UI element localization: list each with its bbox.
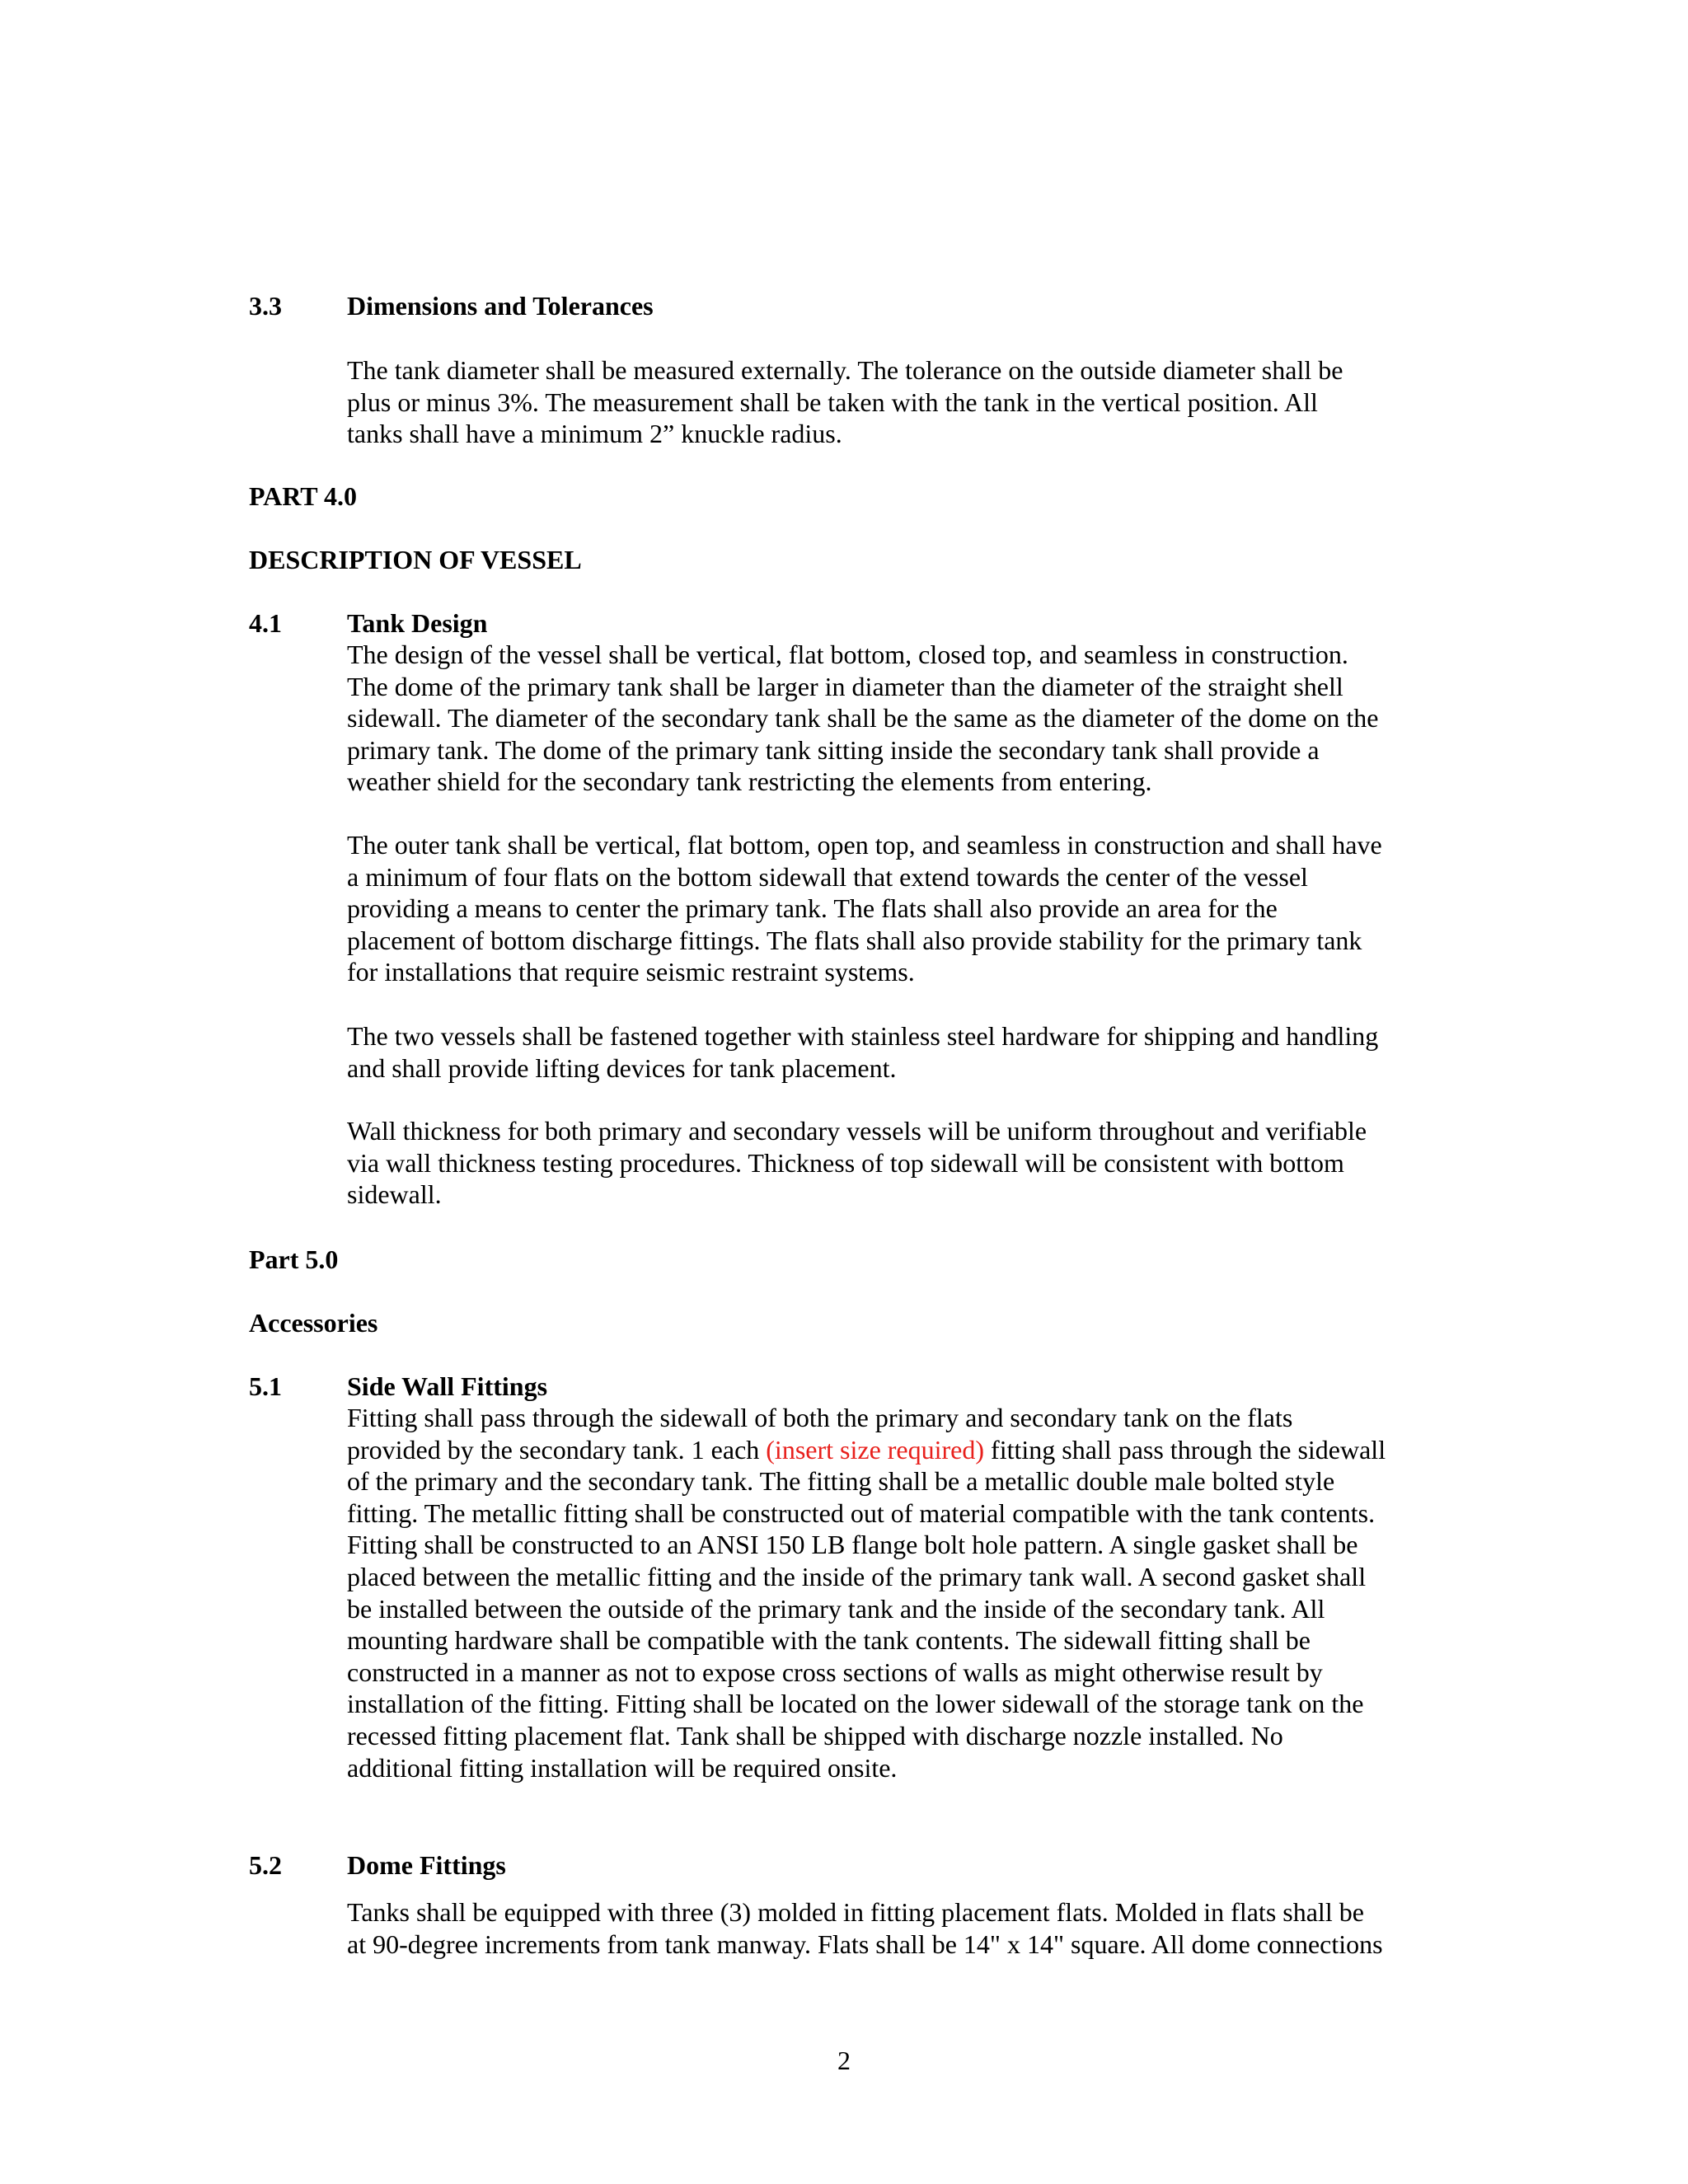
text-line: providing a means to center the primary tank. The flats shall also provide an area for the [347, 893, 1278, 924]
section-number: 5.2 [249, 1850, 282, 1880]
text-line: placement of bottom discharge fittings. The flats shall also provide stability for the primary tank [347, 925, 1362, 955]
section-heading: Dome Fittings [347, 1850, 506, 1880]
text-line: Wall thickness for both primary and secondary vessels will be uniform throughout and verifiable [347, 1116, 1367, 1146]
paragraph [347, 1115, 1451, 1211]
text-line: additional fitting installation will be required onsite. [347, 1752, 898, 1783]
paragraph [347, 639, 1451, 798]
text-line: sidewall. [347, 1179, 442, 1210]
text-line: of the primary and the secondary tank. The fitting shall be a metallic double male bolted style [347, 1466, 1335, 1497]
text-line: and shall provide lifting devices for tank placement. [347, 1052, 897, 1083]
paragraph [347, 354, 1451, 450]
text-run: provided by the secondary tank. 1 each [347, 1434, 767, 1465]
text-line: weather shield for the secondary tank restricting the elements from entering. [347, 766, 1152, 797]
text-line: The design of the vessel shall be vertical, flat bottom, closed top, and seamless in construction. [347, 640, 1348, 669]
paragraph [347, 1896, 1451, 1960]
text-line: via wall thickness testing procedures. Thickness of top sidewall will be consistent with bottom [347, 1147, 1344, 1178]
paragraph [347, 829, 1451, 988]
text-line: plus or minus 3%. The measurement shall be taken with the tank in the vertical position. All [347, 387, 1318, 417]
text-line [347, 1434, 1451, 1466]
text-line: Fitting shall pass through the sidewall of both the primary and secondary tank on the flats [347, 1403, 1293, 1432]
text-line: tanks shall have a minimum 2” knuckle radius. [347, 419, 842, 449]
text-line: placed between the metallic fitting and the inside of the primary tank wall. A second gasket shall [347, 1561, 1367, 1591]
text-line: The two vessels shall be fastened together with stainless steel hardware for shipping and handling [347, 1021, 1379, 1051]
text-run: fitting shall pass through the sidewall [984, 1434, 1386, 1465]
text-line: Fitting shall be constructed to an ANSI 150 LB flange bolt hole pattern. A single gasket shall be [347, 1530, 1358, 1560]
section-heading: Dimensions and Tolerances [347, 291, 654, 321]
section-number: 3.3 [249, 291, 282, 321]
text-line: sidewall. The diameter of the secondary tank shall be the same as the diameter of the dome on the [347, 703, 1379, 733]
text-line: constructed in a manner as not to expose cross sections of walls as might otherwise result by [347, 1657, 1323, 1687]
text-line: installation of the fitting. Fitting shall be located on the lower sidewall of the storage tank on the [347, 1689, 1364, 1719]
page-number: 2 [837, 2046, 851, 2075]
text-line: primary tank. The dome of the primary tank sitting inside the secondary tank shall provide a [347, 734, 1320, 765]
text-line: be installed between the outside of the primary tank and the inside of the secondary tank. All [347, 1593, 1325, 1624]
part-title: DESCRIPTION OF VESSEL [249, 545, 582, 574]
text-line: for installations that require seismic restraint systems. [347, 957, 915, 987]
text-line: mounting hardware shall be compatible with the tank contents. The sidewall fitting shall be [347, 1625, 1311, 1656]
text-line: Tanks shall be equipped with three (3) molded in fitting placement flats. Molded in flats shall be [347, 1897, 1364, 1927]
paragraph [347, 1020, 1451, 1084]
part-title: Accessories [249, 1308, 378, 1338]
part-label: PART 4.0 [249, 481, 358, 511]
placeholder-text: (insert size required) [766, 1434, 985, 1465]
paragraph [347, 1402, 1451, 1783]
text-line: a minimum of four flats on the bottom sidewall that extend towards the center of the vessel [347, 861, 1308, 892]
section-number: 5.1 [249, 1371, 282, 1401]
section-heading: Tank Design [347, 608, 488, 638]
text-line: at 90-degree increments from tank manway. Flats shall be 14" x 14" square. All dome connections [347, 1929, 1383, 1959]
part-label: Part 5.0 [249, 1244, 339, 1274]
text-line: The tank diameter shall be measured externally. The tolerance on the outside diameter shall be [347, 355, 1343, 385]
section-heading: Side Wall Fittings [347, 1371, 548, 1401]
text-line: recessed fitting placement flat. Tank shall be shipped with discharge nozzle installed. No [347, 1720, 1283, 1750]
text-line: The outer tank shall be vertical, flat bottom, open top, and seamless in construction and shall have [347, 830, 1382, 860]
section-number: 4.1 [249, 608, 282, 638]
text-line: fitting. The metallic fitting shall be constructed out of material compatible with the tank contents. [347, 1497, 1376, 1528]
text-line: The dome of the primary tank shall be larger in diameter than the diameter of the straight shell [347, 671, 1343, 701]
